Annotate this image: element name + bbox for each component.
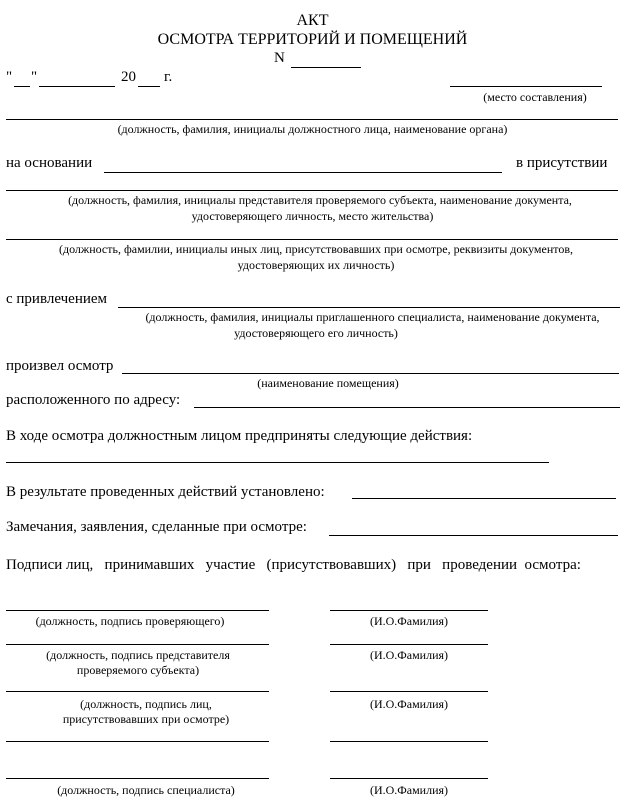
number-label: N — [274, 50, 285, 66]
date-day-field[interactable] — [14, 86, 30, 87]
others-caption-line1: (должность, фамилии, инициалы иных лиц, присутствовавших при осмотре, реквизиты документов, — [58, 242, 574, 256]
number-field[interactable] — [291, 67, 361, 68]
result-label: В результате проведенных действий установлено: — [6, 484, 325, 500]
date-month-field[interactable] — [39, 86, 115, 87]
premises-field[interactable] — [122, 373, 619, 374]
signature-caption-attendees-line2: присутствовавших при осмотре) — [62, 712, 230, 726]
involvement-caption-line1: (должность, фамилия, инициалы приглашенного специалиста, наименование документа, — [145, 310, 600, 324]
signature-field-attendees[interactable] — [6, 691, 269, 692]
place-caption: (место составления) — [483, 90, 587, 104]
remarks-field[interactable] — [329, 535, 618, 536]
name-field-attendees[interactable] — [330, 691, 488, 692]
signature-caption-representative-line2: проверяемого субъекта) — [76, 663, 200, 677]
official-field[interactable] — [6, 119, 618, 120]
representative-field[interactable] — [6, 190, 618, 191]
presence-label: в присутствии — [516, 155, 608, 171]
premises-caption: (наименование помещения) — [257, 376, 399, 390]
address-field[interactable] — [194, 407, 620, 408]
date-open-quote: " — [6, 69, 13, 85]
actions-heading: В ходе осмотра должностным лицом предприняты следующие действия: — [6, 428, 473, 444]
place-field[interactable] — [450, 86, 602, 87]
date-year-field[interactable] — [138, 86, 160, 87]
signatures-heading: Подписи лиц, принимавших участие (присутствовавших) при проведении осмотра: — [6, 557, 581, 573]
name-caption-specialist: (И.О.Фамилия) — [369, 783, 449, 797]
name-caption-attendees: (И.О.Фамилия) — [369, 697, 449, 711]
representative-caption-line1: (должность, фамилия, инициалы представителя проверяемого субъекта, наименование документа, — [68, 193, 572, 207]
involvement-field[interactable] — [118, 307, 620, 308]
name-field-inspector[interactable] — [330, 610, 488, 611]
date-year-suffix: г. — [164, 69, 173, 85]
signature-field-inspector[interactable] — [6, 610, 269, 611]
others-field[interactable] — [6, 239, 618, 240]
basis-label: на основании — [6, 155, 93, 171]
inspection-label: произвел осмотр — [6, 358, 114, 374]
basis-field[interactable] — [104, 172, 502, 173]
involvement-caption-line2: удостоверяющего его личность) — [234, 326, 398, 340]
address-label: расположенного по адресу: — [6, 392, 181, 408]
signature-field-extra[interactable] — [6, 741, 269, 742]
remarks-label: Замечания, заявления, сделанные при осмотре: — [6, 519, 307, 535]
date-close-quote: " — [31, 69, 38, 85]
document-title: АКТ — [296, 12, 329, 29]
others-caption-line2: удостоверяющих их личность) — [237, 258, 395, 272]
name-field-specialist[interactable] — [330, 778, 488, 779]
signature-field-representative[interactable] — [6, 644, 269, 645]
name-caption-inspector: (И.О.Фамилия) — [369, 614, 449, 628]
signature-field-specialist[interactable] — [6, 778, 269, 779]
name-field-representative[interactable] — [330, 644, 488, 645]
signature-caption-attendees-line1: (должность, подпись лиц, — [80, 697, 212, 711]
name-caption-representative: (И.О.Фамилия) — [369, 648, 449, 662]
signature-caption-inspector: (должность, подпись проверяющего) — [35, 614, 225, 628]
date-year-prefix: 20 — [121, 69, 136, 85]
signature-caption-specialist: (должность, подпись специалиста) — [57, 783, 235, 797]
name-field-extra[interactable] — [330, 741, 488, 742]
document-subtitle: ОСМОТРА ТЕРРИТОРИЙ И ПОМЕЩЕНИЙ — [157, 31, 468, 48]
official-caption: (должность, фамилия, инициалы должностного лица, наименование органа) — [117, 122, 508, 136]
signature-caption-representative-line1: (должность, подпись представителя — [46, 648, 230, 662]
result-field[interactable] — [352, 498, 616, 499]
actions-field[interactable] — [6, 462, 549, 463]
involvement-label: с привлечением — [6, 291, 108, 307]
representative-caption-line2: удостоверяющего личность, место жительства) — [191, 209, 434, 223]
